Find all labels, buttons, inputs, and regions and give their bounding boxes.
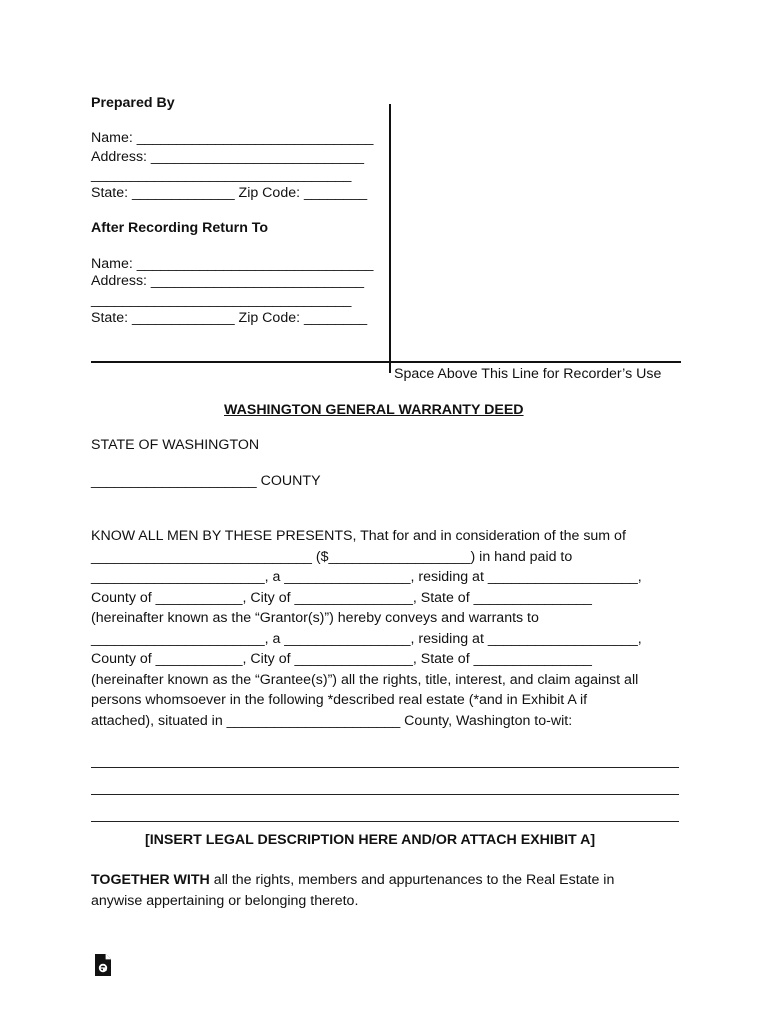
prepared-by-heading: Prepared By — [91, 95, 175, 111]
situated-county-field[interactable]: attached), situated in ______________________ County, Washington to-wit: — [91, 712, 573, 729]
prepared-by-address-field[interactable]: Address: ___________________________ — [91, 149, 364, 165]
grantor-field[interactable]: ______________________, a ________________, residing at ___________________, — [91, 569, 642, 585]
county-field[interactable]: _____________________ COUNTY — [91, 473, 321, 489]
together-with-text-line2: anywise appertaining or belonging thereto. — [91, 892, 359, 909]
legal-description-line[interactable] — [91, 821, 679, 822]
state-line: STATE OF WASHINGTON — [91, 437, 260, 453]
eforms-logo-icon — [94, 953, 112, 977]
together-with-text: all the rights, members and appurtenances to the Real Estate in — [209, 872, 615, 888]
prepared-by-address-line2[interactable]: _________________________________ — [91, 167, 352, 183]
after-recording-heading: After Recording Return To — [91, 220, 269, 236]
grantor-location-field[interactable]: County of ___________, City of _______________, State of _______________ — [91, 589, 592, 606]
legal-description-line[interactable] — [91, 794, 679, 795]
grant-line: (hereinafter known as the “Grantee(s)”) all the rights, title, interest, and claim against all — [91, 671, 639, 688]
prepared-by-name-field[interactable]: Name: ______________________________ — [91, 130, 374, 146]
return-to-address-field[interactable]: Address: ___________________________ — [91, 273, 364, 289]
grant-line: persons whomsoever in the following *described real estate (*and in Exhibit A if — [91, 692, 588, 708]
recorder-vertical-divider — [389, 104, 391, 372]
legal-description-placeholder: [INSERT LEGAL DESCRIPTION HERE AND/OR ATTACH EXHIBIT A] — [145, 832, 596, 848]
return-to-state-zip-field[interactable]: State: _____________ Zip Code: ________ — [91, 310, 368, 326]
together-with-label: TOGETHER WITH — [91, 872, 210, 888]
recorder-divider-tick — [389, 361, 391, 373]
recorder-horizontal-divider — [91, 361, 681, 363]
together-with-paragraph — [91, 870, 691, 911]
return-to-name-field[interactable]: Name: ______________________________ — [91, 256, 374, 272]
grant-paragraph — [91, 526, 691, 731]
grantee-field[interactable]: ______________________, a ________________, residing at ___________________, — [91, 630, 642, 647]
return-to-address-line2[interactable]: _________________________________ — [91, 292, 352, 308]
prepared-by-state-zip-field[interactable]: State: _____________ Zip Code: ________ — [91, 185, 368, 201]
consideration-field[interactable]: ____________________________ ($__________________) in hand paid to — [91, 548, 573, 565]
grant-line: KNOW ALL MEN BY THESE PRESENTS, That for and in consideration of the sum of — [91, 528, 626, 544]
legal-description-line[interactable] — [91, 767, 679, 768]
grantee-location-field[interactable]: County of ___________, City of _______________, State of _______________ — [91, 651, 592, 667]
recorder-space-label: Space Above This Line for Recorder’s Use — [394, 366, 662, 382]
deed-title: WASHINGTON GENERAL WARRANTY DEED — [224, 402, 524, 418]
grant-line: (hereinafter known as the “Grantor(s)”) hereby conveys and warrants to — [91, 610, 539, 626]
